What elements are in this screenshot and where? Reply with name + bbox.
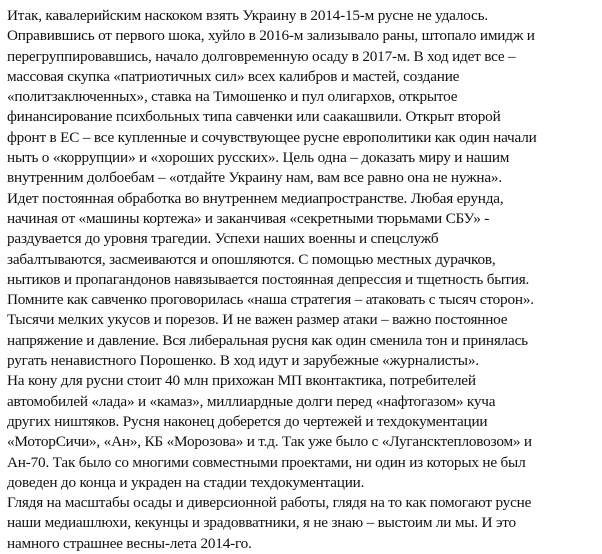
text-line-4: массовая скупка «патриотичных сил» всех калибров и мастей, создание bbox=[7, 67, 460, 85]
text-line-18: ругать ненавистного Порошенко. В ход идут и зарубежные «журналисты». bbox=[7, 352, 479, 370]
text-line-14: нытиков и пропагандонов навязывается постоянная депрессия и тщетность бытия. bbox=[7, 270, 530, 288]
text-line-23: Ан-70. Так было со многими совместными проектами, ни один из которых не был bbox=[7, 453, 526, 471]
text-line-17: напряжение и давление. Вся либеральная русня как один сменила тон и принялась bbox=[7, 331, 528, 349]
text-line-8: ныть о «коррупции» и «хороших русских». Цель одна – доказать миру и нашим bbox=[7, 149, 510, 167]
text-line-24: доведен до конца и украден на стадии техдокументации. bbox=[7, 473, 365, 491]
text-line-2: Оправившись от первого шока, хуйло в 2016-м зализывало раны, штопало имидж и bbox=[7, 27, 535, 45]
text-line-20: автомобилей «лада» и «камаз», миллиардные долги перед «нафтогазом» куча bbox=[7, 392, 496, 410]
text-line-27: намного страшнее весны-лета 2014-го. bbox=[7, 534, 252, 552]
text-line-21: других ништяков. Русня наконец доберется до чертежей и техдокументации bbox=[7, 412, 488, 430]
text-line-25: Глядя на масштабы осады и диверсионной работы, глядя на то как помогают русне bbox=[7, 494, 532, 512]
text-line-6: финансирование психбольных типа савченки или саакашвили. Открыт второй bbox=[7, 108, 501, 126]
text-line-7: фронт в ЕС – все купленные и сочувствующее русне европолитики как один начали bbox=[7, 128, 537, 146]
text-line-3: перегруппировавшись, начало долговременную осаду в 2017-м. В ход идет все – bbox=[7, 47, 516, 65]
text-line-11: начиная от «машины кортежа» и заканчивая «секретными тюрьмами СБУ» - bbox=[7, 209, 490, 227]
document-body bbox=[7, 6, 599, 554]
text-line-13: забалтываются, засмеиваются и опошляются. С помощью местных дурачков, bbox=[7, 250, 496, 268]
text-line-12: раздувается до уровня трагедии. Успехи наших военны и спецслужб bbox=[7, 230, 439, 248]
text-line-10: Идет постоянная обработка во внутреннем медиапространстве. Любая ерунда, bbox=[7, 189, 504, 207]
text-line-16: Тысячи мелких укусов и порезов. И не важен размер атаки – важно постоянное bbox=[7, 311, 508, 329]
text-line-15: Помните как савченко проговорилась «наша стратегия – атаковать с тысяч сторон». bbox=[7, 291, 534, 309]
text-line-9: внутренним долбоебам – «отдайте Украину нам, вам все равно она не нужна». bbox=[7, 169, 502, 187]
text-line-5: «политзаключенных», ставка на Тимошенко и пул олигархов, открытое bbox=[7, 88, 458, 106]
text-line-1: Итак, кавалерийским наскоком взять Украину в 2014-15-м русне не удалось. bbox=[7, 7, 488, 24]
text-line-19: На кону для русни стоит 40 млн прихожан МП вконтактика, потребителей bbox=[7, 372, 476, 390]
text-line-26: наши медиашлюхи, кекунцы и зрадовватники, я не знаю – выстоим ли мы. И это bbox=[7, 514, 516, 532]
text-line-22: «МоторСичи», «Ан», КБ «Морозова» и т.д. Так уже было с «Лугансктепловозом» и bbox=[7, 433, 532, 451]
